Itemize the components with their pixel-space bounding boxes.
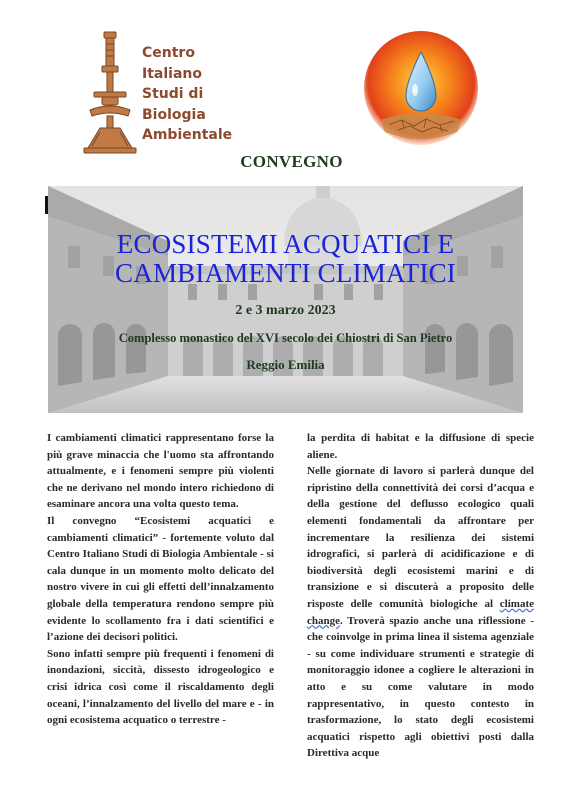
- body-column-left: [47, 430, 274, 729]
- org-name-line: Studi di: [142, 86, 204, 102]
- event-title: [48, 230, 523, 288]
- org-name-line: Centro: [142, 45, 195, 61]
- body-paragraph: la perdita di habitat e la diffusione di specie aliene.: [307, 432, 534, 461]
- section-label: CONVEGNO: [240, 152, 343, 171]
- body-paragraph: Sono infatti sempre più frequenti i fenomeni di inondazioni, siccità, dissesto idrogeologico e crisi idrica così come il riscaldamento degli oceani, l’innalzamento del livello del mare e - in ogni ecosistema acquatico o terrestre -: [47, 647, 274, 727]
- org-name-line: Italiano: [142, 65, 202, 82]
- org-name-line: Ambientale: [142, 127, 233, 143]
- microscope-logo-icon: [80, 30, 140, 155]
- event-dates: 2 e 3 marzo 2023: [235, 303, 336, 318]
- event-banner: [48, 186, 523, 413]
- event-title-line: CAMBIAMENTI CLIMATICI: [115, 258, 456, 288]
- body-paragraph: Il convegno “Ecosistemi acquatici e cambiamenti climatici” - fortemente voluto dal Centro Italiano Studi di Biologia Ambientale - si cala dunque in un momento molto delicato del nostro vivere in cui gli effetti dell’innalzamento globale della temperatura rendono sempre più evidente lo scollamento fra i dati scientifici e l’azione dei decisori politici.: [47, 514, 274, 644]
- body-text-flagged: climate change: [307, 597, 534, 627]
- body-paragraph: I cambiamenti climatici rappresentano forse la più grave minaccia che l'uomo sta affrontando attualmente, e i fenomeni sempre più violenti che ne derivano nel mondo intero richiedono di esaminare ancora una volta questo tema.: [47, 432, 274, 511]
- event-venue: Complesso monastico del XVI secolo dei Chiostri di San Pietro: [118, 331, 453, 345]
- body-text: Nelle giornate di lavoro si parlerà dunque del ripristino della connettività dei corsi d’acqua e della gestione del deflusso ecologico quali elementi fondamentali da affrontare per incrementare la resilienza dei sistemi idrografici, si parlerà di acidificazione e di biodiversità degli ecosistemi marini e di transizione e si discuterà a proposito delle risposte delle comunità biologiche al: [307, 465, 534, 610]
- body-column-right: [307, 430, 534, 762]
- cloister-photo: [48, 186, 523, 413]
- sun-water-drop-logo-icon: [362, 28, 480, 148]
- body-paragraph: [307, 463, 534, 762]
- event-city: Reggio Emilia: [246, 357, 325, 372]
- body-text: . Troverà spazio anche una riflessione - che coinvolge in prima linea il sistema agenziale - su come individuare strumenti e strategie di monitoraggio idonee a cogliere le alterazioni in atto e su come valutare in modo rappresentativo, in questo contesto in trasformazione, lo stato degli ecosistemi acquatici rispetto agli obiettivi posti dalla Direttiva acque: [307, 614, 534, 760]
- org-name-line: Biologia: [142, 106, 206, 123]
- organization-name: [142, 43, 262, 146]
- event-title-line: ECOSISTEMI ACQUATICI E: [116, 229, 455, 259]
